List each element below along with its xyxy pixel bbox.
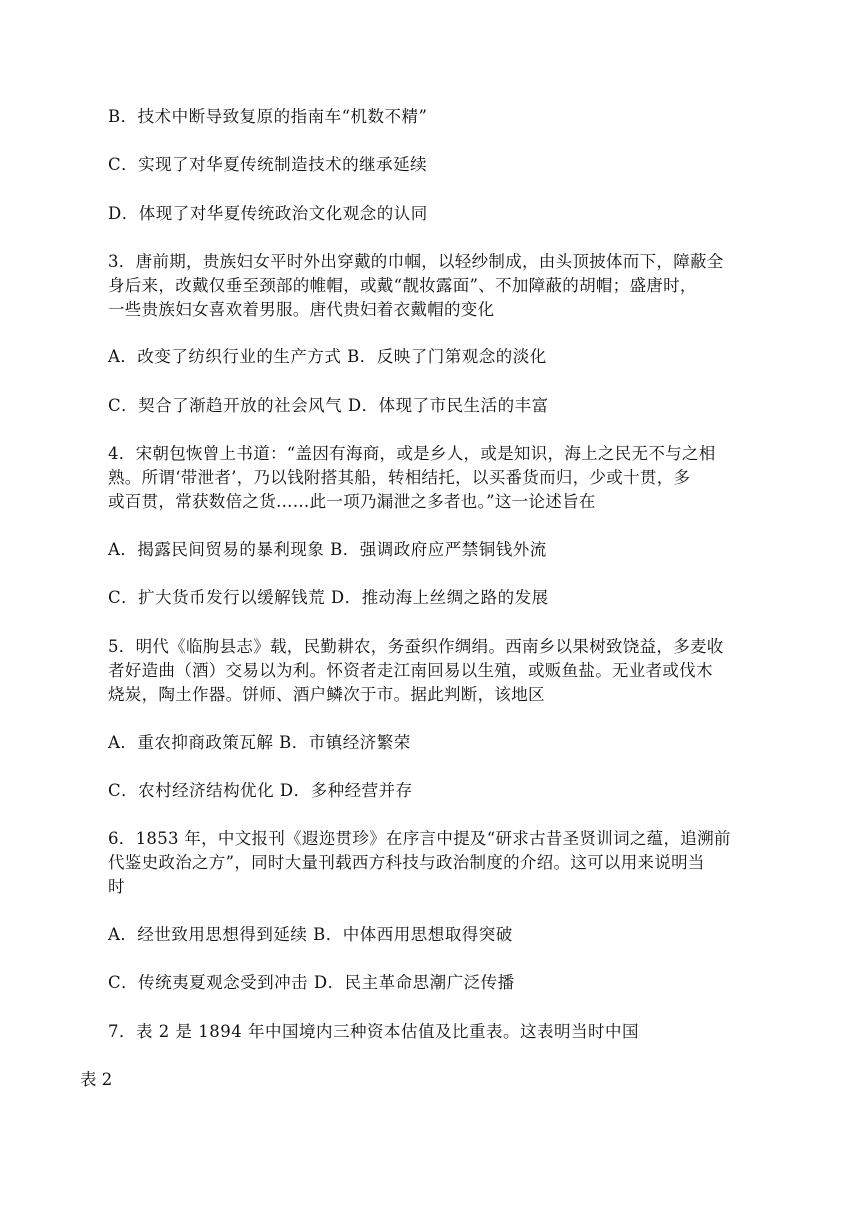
q6-stem-line: 6．1853 年，中文报刊《遐迩贯珍》在序言中提及“研求古昔圣贤训词之蕴，追溯前 — [108, 829, 731, 848]
q4-stem-line: 4．宋朝包恢曾上书道：“盖因有海商，或是乡人，或是知识，海上之民无不与之相 — [108, 444, 716, 463]
q7-stem: 7．表 2 是 1894 年中国境内三种资本估值及比重表。这表明当时中国 — [108, 1022, 639, 1041]
q5-stem-line: 5．明代《临朐县志》载，民勤耕农，务蚕织作绸绢。西南乡以果树致饶益，多麦收 — [108, 637, 724, 656]
q6-options-ab: A．经世致用思想得到延续 B．中体西用思想取得突破 — [108, 925, 513, 944]
q2-option-d: D．体现了对华夏传统政治文化观念的认同 — [108, 204, 428, 223]
q2-option-b: B．技术中断导致复原的指南车“机数不精” — [108, 107, 428, 126]
q5-options-ab: A．重农抑商政策瓦解 B．市镇经济繁荣 — [108, 733, 411, 752]
q4-stem-line: 或百贯，常获数倍之货……此一项乃漏泄之多者也。”这一论述旨在 — [108, 492, 596, 511]
q5-stem — [108, 635, 798, 707]
q3-stem-line: 身后来，改戴仅垂至颈部的帷帽，或戴“靓妆露面”、不加障蔽的胡帽；盛唐时， — [108, 276, 697, 295]
q6-stem-line: 代鉴史政治之方”，同时大量刊载西方科技与政治制度的介绍。这可以用来说明当 — [108, 853, 705, 872]
q5-options-cd: C．农村经济结构优化 D．多种经营并存 — [108, 781, 413, 800]
q4-options-ab: A．揭露民间贸易的暴利现象 B．强调政府应严禁铜钱外流 — [108, 540, 547, 559]
q6-options-cd: C．传统夷夏观念受到冲击 D．民主革命思潮广泛传播 — [108, 973, 515, 992]
q3-stem-line: 3．唐前期，贵族妇女平时外出穿戴的巾帼，以轻纱制成，由头顶披体而下，障蔽全 — [108, 252, 724, 271]
q3-stem — [108, 250, 798, 322]
q6-stem-line: 时 — [108, 877, 125, 896]
q3-options-ab: A．改变了纺织行业的生产方式 B．反映了门第观念的淡化 — [108, 347, 547, 366]
q2-option-c: C．实现了对华夏传统制造技术的继承延续 — [108, 155, 428, 174]
q6-stem — [108, 827, 798, 899]
q5-stem-line: 烧炭，陶土作器。饼师、酒户鳞次于市。据此判断，该地区 — [108, 685, 545, 704]
q4-stem-line: 熟。所谓‘带泄者’，乃以钱附搭其船，转相结托，以买番货而归，少或十贯，多 — [108, 468, 691, 487]
q3-stem-line: 一些贵族妇女喜欢着男服。唐代贵妇着衣戴帽的变化 — [108, 300, 495, 319]
q5-stem-line: 者好造曲（酒）交易以为利。怀资者走江南回易以生殖，或贩鱼盐。无业者或伐木 — [108, 661, 713, 680]
q4-options-cd: C．扩大货币发行以缓解钱荒 D．推动海上丝绸之路的发展 — [108, 588, 549, 607]
q3-options-cd: C．契合了渐趋开放的社会风气 D．体现了市民生活的丰富 — [108, 396, 549, 415]
q4-stem — [108, 442, 798, 514]
table-caption: 表 2 — [80, 1070, 113, 1089]
